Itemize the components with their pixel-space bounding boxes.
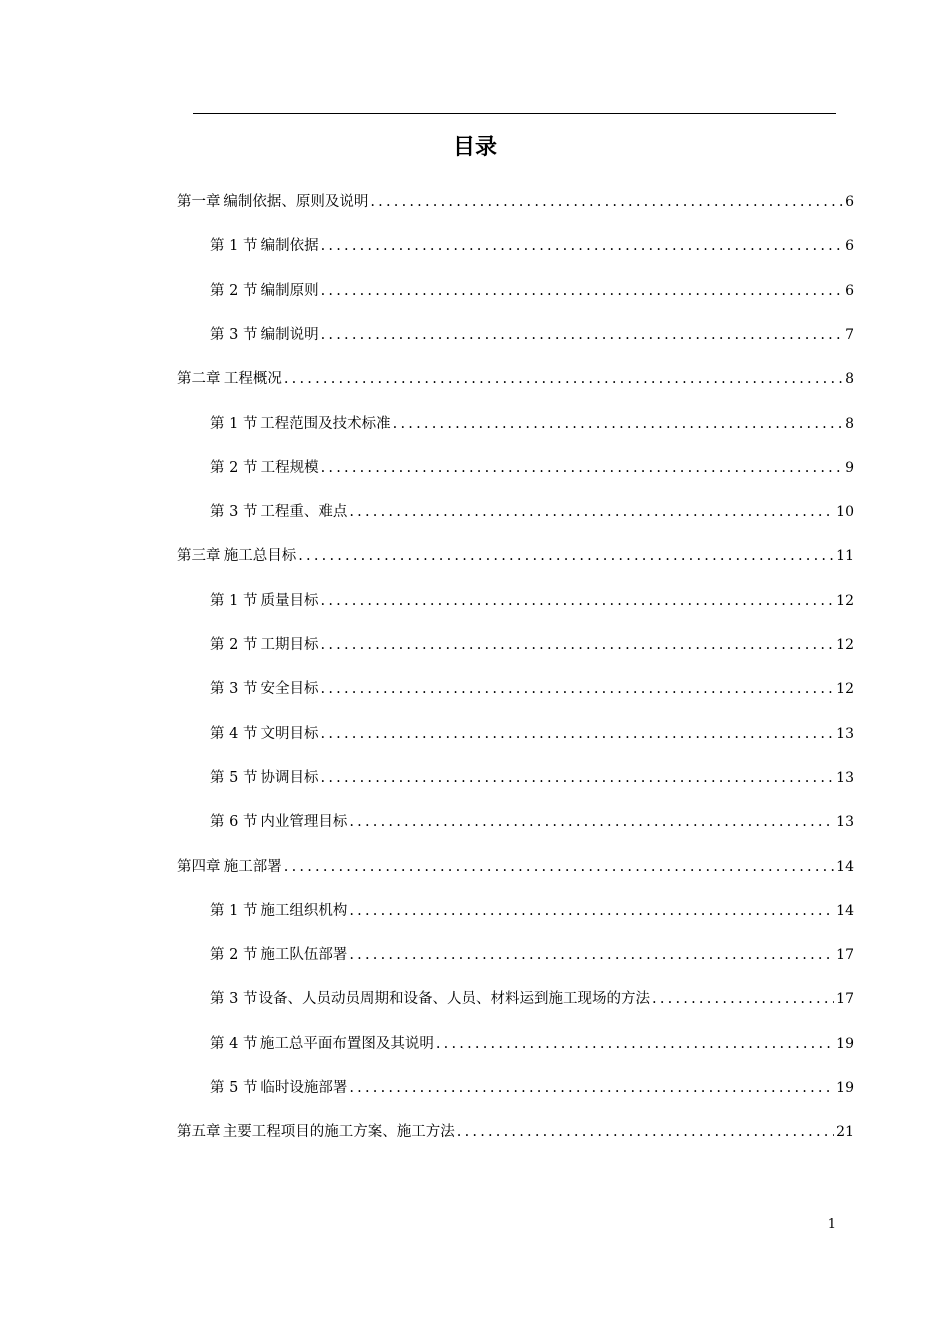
toc-entry-text: 施工组织机构 <box>260 902 348 919</box>
toc-entry-page: 13 <box>836 769 854 786</box>
toc-entry-text: 编制依据 <box>260 238 319 255</box>
toc-entry-number: 第 1 节 <box>210 238 258 255</box>
toc-dot-leader <box>321 323 844 347</box>
toc-dot-leader <box>321 677 835 701</box>
toc-section-entry[interactable] <box>210 722 854 746</box>
toc-entry-text: 施工部署 <box>223 858 282 875</box>
toc-entry-page: 6 <box>845 282 854 299</box>
toc-entry-text: 编制依据、原则及说明 <box>223 194 369 210</box>
toc-entry-text: 施工总平面布置图及其说明 <box>259 1035 434 1052</box>
toc-entry-text: 编制说明 <box>260 326 319 343</box>
toc-section-entry[interactable] <box>210 589 854 613</box>
toc-entry-number: 第 3 节 <box>210 326 258 343</box>
toc-entry-page: 9 <box>845 459 854 476</box>
toc-dot-leader <box>284 855 834 879</box>
toc-section-entry[interactable] <box>210 810 854 834</box>
toc-entry-number: 第 2 节 <box>210 459 258 476</box>
toc-entry-page: 14 <box>836 902 854 919</box>
toc-dot-leader <box>652 987 834 1011</box>
toc-entry-text: 编制原则 <box>260 282 319 299</box>
toc-entry-page: 6 <box>845 194 854 210</box>
toc-entry-number: 第 2 节 <box>210 637 258 653</box>
toc-entry-number: 第 6 节 <box>210 814 258 831</box>
toc-entry-text: 协调目标 <box>260 769 319 786</box>
toc-entry-text: 设备、人员动员周期和设备、人员、材料运到施工现场的方法 <box>258 991 651 1008</box>
toc-section-entry[interactable] <box>210 633 854 657</box>
toc-dot-leader <box>349 1076 834 1100</box>
toc-chapter-entry[interactable] <box>177 367 854 391</box>
toc-section-entry[interactable] <box>210 677 854 701</box>
toc-dot-leader <box>321 766 835 790</box>
toc-entry-number: 第 3 节 <box>210 504 258 521</box>
toc-chapter-entry[interactable] <box>177 1120 854 1144</box>
toc-dot-leader <box>298 544 834 568</box>
toc-section-entry[interactable] <box>210 1032 854 1056</box>
toc-entry-page: 6 <box>845 238 854 255</box>
toc-entry-text: 工期目标 <box>260 637 319 653</box>
toc-section-entry[interactable] <box>210 234 854 258</box>
toc-entry-page: 12 <box>836 637 854 653</box>
toc-dot-leader <box>349 810 834 834</box>
toc-entry-page: 10 <box>836 504 854 521</box>
toc-entry-number: 第 4 节 <box>210 1035 258 1052</box>
toc-entry-text: 施工队伍部署 <box>260 947 348 964</box>
toc-dot-leader <box>349 500 834 524</box>
toc-entry-page: 14 <box>836 858 854 875</box>
toc-entry-text: 工程范围及技术标准 <box>260 415 391 432</box>
toc-dot-leader <box>321 589 835 613</box>
toc-entry-text: 工程规模 <box>260 459 319 476</box>
toc-section-entry[interactable] <box>210 500 854 524</box>
toc-dot-leader <box>321 456 844 480</box>
toc-chapter-entry[interactable] <box>177 855 854 879</box>
toc-entry-number: 第 5 节 <box>210 769 258 786</box>
toc-section-entry[interactable] <box>210 987 854 1011</box>
toc-entry-number: 第 3 节 <box>210 991 258 1008</box>
toc-entry-text: 文明目标 <box>260 725 319 742</box>
toc-dot-leader <box>457 1120 834 1144</box>
toc-section-entry[interactable] <box>210 456 854 480</box>
toc-entry-number: 第 3 节 <box>210 681 258 698</box>
toc-section-entry[interactable] <box>210 279 854 303</box>
toc-entry-page: 17 <box>836 991 854 1008</box>
toc-section-entry[interactable] <box>210 766 854 790</box>
toc-entry-text: 质量目标 <box>260 592 319 609</box>
toc-entry-number: 第 2 节 <box>210 282 258 299</box>
toc-entry-number: 第 1 节 <box>210 415 258 432</box>
toc-section-entry[interactable] <box>210 412 854 436</box>
toc-dot-leader <box>393 412 843 436</box>
toc-entry-page: 13 <box>836 814 854 831</box>
toc-entry-text: 施工总目标 <box>223 548 297 565</box>
toc-entry-number: 第三章 <box>177 548 221 565</box>
toc-entry-page: 19 <box>836 1080 854 1096</box>
toc-section-entry[interactable] <box>210 899 854 923</box>
toc-dot-leader <box>436 1032 834 1056</box>
toc-dot-leader <box>349 943 834 967</box>
header-rule <box>193 113 836 114</box>
toc-entry-page: 8 <box>845 371 854 388</box>
toc-chapter-entry[interactable] <box>177 544 854 568</box>
toc-entry-text: 主要工程项目的施工方案、施工方法 <box>222 1124 455 1141</box>
toc-entry-text: 内业管理目标 <box>260 814 348 831</box>
toc-entry-page: 7 <box>845 326 854 343</box>
toc-dot-leader <box>370 190 843 214</box>
toc-entry-number: 第二章 <box>177 371 221 388</box>
toc-dot-leader <box>321 234 844 258</box>
toc-entry-text: 安全目标 <box>260 681 319 698</box>
toc-entry-number: 第 2 节 <box>210 947 258 964</box>
toc-dot-leader <box>349 899 834 923</box>
toc-section-entry[interactable] <box>210 1076 854 1100</box>
toc-entry-number: 第 5 节 <box>210 1080 258 1096</box>
toc-dot-leader <box>284 367 843 391</box>
toc-dot-leader <box>321 633 835 657</box>
toc-entry-text: 工程重、难点 <box>260 504 348 521</box>
toc-entry-page: 19 <box>836 1035 854 1052</box>
toc-title: 目录 <box>452 135 497 160</box>
toc-entry-page: 17 <box>836 947 854 964</box>
toc-entry-page: 8 <box>845 415 854 432</box>
toc-entry-page: 12 <box>836 681 854 698</box>
toc-entry-number: 第四章 <box>177 858 221 875</box>
toc-entry-page: 13 <box>836 725 854 742</box>
toc-entry-page: 12 <box>836 592 854 609</box>
toc-dot-leader <box>321 279 844 303</box>
toc-entry-text: 工程概况 <box>223 371 282 388</box>
toc-entry-page: 21 <box>836 1124 854 1141</box>
toc-entry-number: 第 1 节 <box>210 902 258 919</box>
toc-entry-number: 第五章 <box>177 1124 221 1141</box>
toc-entry-number: 第一章 <box>177 194 221 210</box>
toc-entry-number: 第 1 节 <box>210 592 258 609</box>
toc-dot-leader <box>321 722 835 746</box>
toc-chapter-entry[interactable] <box>177 190 854 214</box>
toc-entry-page: 11 <box>836 548 854 565</box>
page-number: 1 <box>827 1217 836 1232</box>
toc-section-entry[interactable] <box>210 323 854 347</box>
toc-entry-number: 第 4 节 <box>210 725 258 742</box>
toc-entry-text: 临时设施部署 <box>260 1080 348 1096</box>
toc-section-entry[interactable] <box>210 943 854 967</box>
